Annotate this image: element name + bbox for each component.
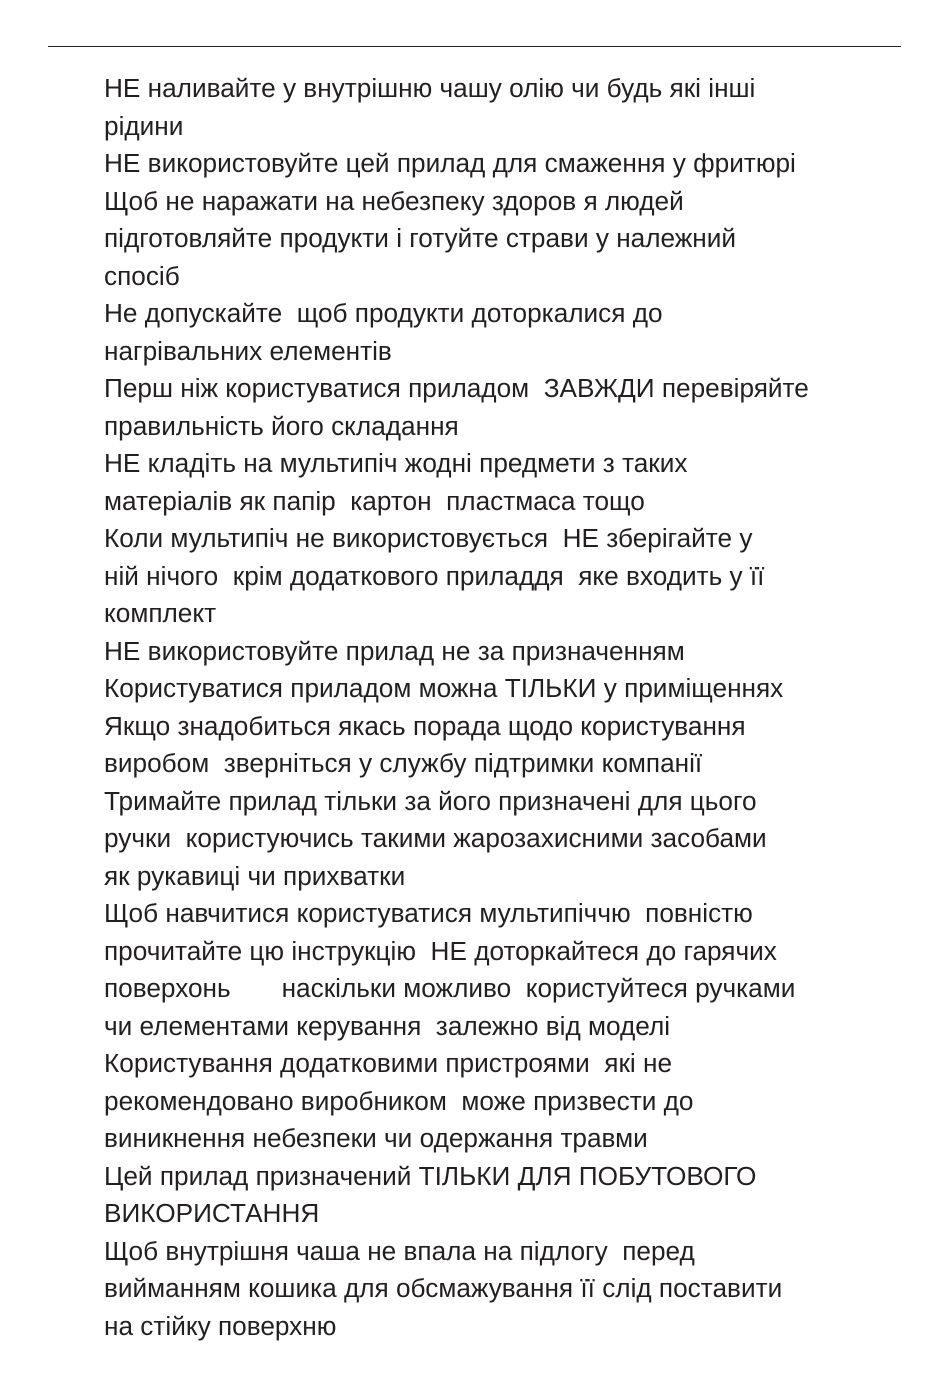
text-line: на стійку поверхню	[104, 1310, 337, 1341]
text-line: ній нічого крім додаткового приладдя яке входить у її	[104, 560, 765, 591]
text-line: правильність його складання	[104, 410, 459, 441]
text-line: ручки користуючись такими жарозахисними засобами	[104, 823, 767, 853]
text-line: Не допускайте щоб продукти доторкалися до	[104, 298, 663, 328]
text-line: вийманням кошика для обсмажування її слід поставити	[104, 1273, 783, 1303]
top-divider	[48, 46, 901, 47]
text-line: Перш ніж користуватися приладом ЗАВЖДИ перевіряйте	[104, 373, 809, 403]
text-line: виробом зверніться у службу підтримки компанії	[104, 748, 703, 778]
safety-instructions-text	[104, 70, 894, 1345]
text-line: Користуватися приладом можна ТІЛЬКИ у приміщеннях	[104, 673, 784, 703]
text-line: рідини	[104, 110, 184, 141]
text-line: Щоб не наражати на небезпеку здоров я людей	[104, 185, 684, 216]
text-line: НЕ використовуйте прилад не за призначенням	[104, 635, 685, 666]
text-line: підготовляйте продукти і готуйте страви у належний	[104, 223, 737, 253]
text-line: Щоб внутрішня чаша не впала на підлогу перед	[104, 1235, 695, 1266]
text-line: НЕ використовуйте цей прилад для смаження у фритюрі	[104, 148, 796, 178]
text-line: чи елементами керування залежно від моделі	[104, 1010, 671, 1041]
text-line: Щоб навчитися користуватися мультипіччю повністю	[104, 898, 753, 928]
text-line: нагрівальних елементів	[104, 335, 392, 366]
text-line: Коли мультипіч не використовується НЕ зберігайте у	[104, 523, 753, 553]
text-line: Якщо знадобиться якась порада щодо користування	[104, 710, 746, 741]
text-line: як рукавиці чи прихватки	[104, 860, 406, 891]
text-line: матеріалів як папір картон пластмаса тощо	[104, 485, 645, 516]
text-line: НЕ кладіть на мультипіч жодні предмети з таких	[104, 448, 688, 478]
text-line: НЕ наливайте у внутрішню чашу олію чи будь які інші	[104, 73, 756, 103]
text-line: виникнення небезпеки чи одержання травми	[104, 1123, 648, 1153]
text-line: Тримайте прилад тільки за його призначені для цього	[104, 785, 757, 816]
text-line: рекомендовано виробником може призвести до	[104, 1085, 694, 1116]
text-line: спосіб	[104, 260, 180, 291]
text-line: комплект	[104, 598, 217, 628]
text-line: прочитайте цю інструкцію НЕ доторкайтеся до гарячих	[104, 935, 777, 966]
text-line: Користування додатковими пристроями які не	[104, 1048, 673, 1078]
text-line: Цей прилад призначений ТІЛЬКИ ДЛЯ ПОБУТОВОГО	[104, 1160, 757, 1191]
text-line: ВИКОРИСТАННЯ	[104, 1198, 320, 1228]
text-line: поверхонь наскільки можливо користуйтеся ручками	[104, 973, 796, 1003]
